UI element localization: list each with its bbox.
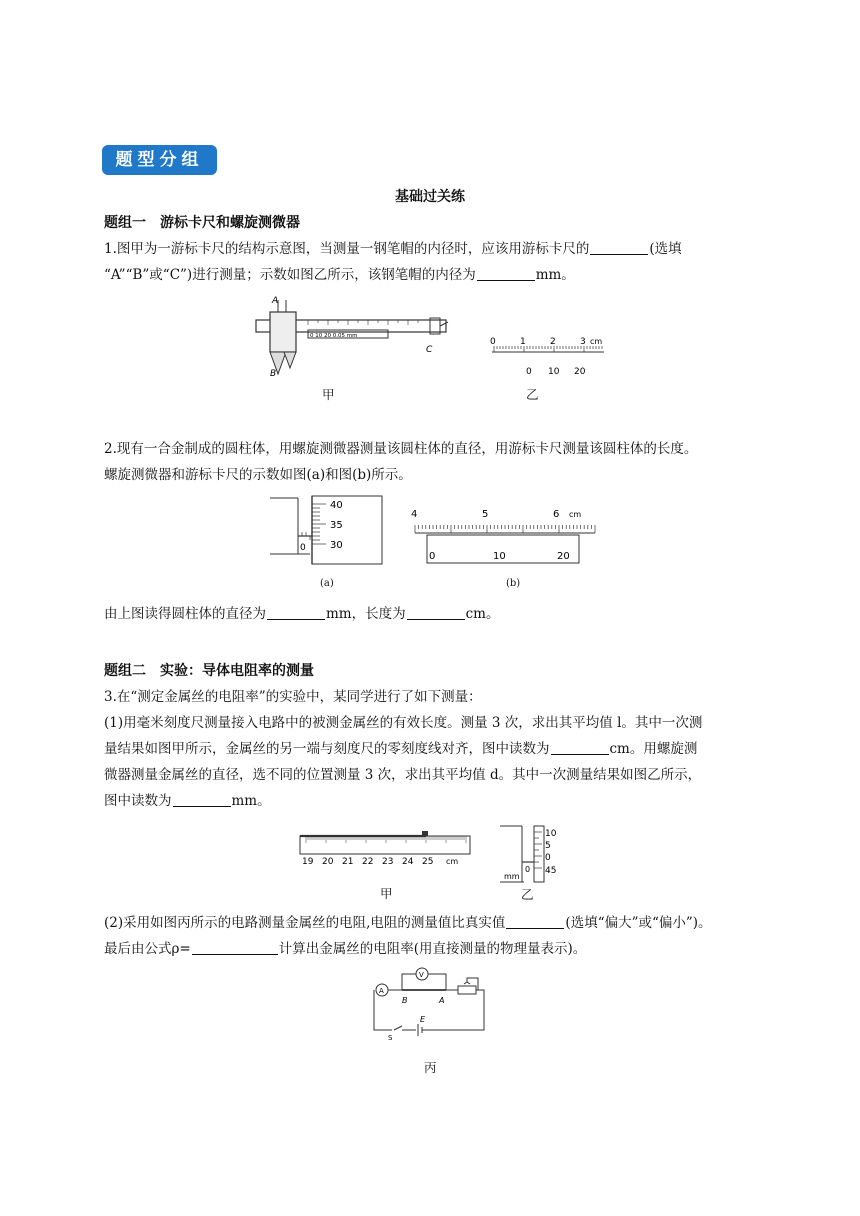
fig-jia-caption: 甲 bbox=[322, 387, 335, 402]
section-badge: 题型分组 bbox=[102, 145, 217, 175]
ruler-22: 22 bbox=[362, 857, 374, 867]
yi-main-0: 0 bbox=[490, 337, 496, 347]
mic-yi-10: 10 bbox=[545, 829, 557, 839]
q2-answer bbox=[104, 601, 764, 627]
q1-blank-1 bbox=[590, 240, 648, 255]
yi-vernier-20: 20 bbox=[574, 367, 586, 377]
q3-p2-b: (选填“偏大”或“偏小”)。 bbox=[565, 915, 712, 931]
fig-b-caption: (b) bbox=[506, 578, 521, 589]
q1-text-c: “A”“B”或“C”)进行测量；示数如图乙所示，该钢笔帽的内径为 bbox=[104, 267, 476, 283]
q2-ans-c: cm。 bbox=[465, 606, 500, 622]
q2-ans-b: mm，长度为 bbox=[326, 606, 406, 622]
q3-p1-b: 量结果如图甲所示，金属丝的另一端与刻度尺的零刻度线对齐，图中读数为 bbox=[104, 741, 550, 757]
fig3-jia-caption: 甲 bbox=[380, 886, 393, 901]
q1-blank-2 bbox=[477, 266, 535, 281]
ruler-24: 24 bbox=[402, 857, 414, 867]
vernier-figure-yi bbox=[488, 332, 608, 378]
mic-yi-0: 0 bbox=[545, 853, 551, 863]
circuit-voltmeter: V bbox=[419, 971, 424, 979]
mic-yi-5: 5 bbox=[545, 841, 551, 851]
fig-yi-caption: 乙 bbox=[526, 387, 539, 402]
b-main-6: 6 bbox=[553, 509, 560, 520]
b-vernier-10: 10 bbox=[493, 551, 506, 562]
q3-p1-f: mm。 bbox=[231, 793, 271, 809]
fig-a-caption: (a) bbox=[320, 578, 334, 589]
micrometer-figure-yi bbox=[500, 824, 570, 888]
mic-yi-unit: mm bbox=[504, 872, 520, 881]
mic-a-35: 35 bbox=[330, 520, 343, 531]
ruler-20: 20 bbox=[322, 857, 334, 867]
q3-p1-c: cm。用螺旋测 bbox=[609, 741, 698, 757]
q3-p2-c: 最后由公式ρ= bbox=[104, 941, 191, 957]
caliper-label-b: B bbox=[270, 369, 277, 379]
q2-blank-1 bbox=[267, 605, 325, 620]
q3-p2-d: 计算出金属丝的电阻率(用直接测量的物理量表示)。 bbox=[278, 941, 587, 957]
yi-vernier-10: 10 bbox=[548, 367, 560, 377]
q3-intro: 3.在“测定金属丝的电阻率”的实验中，某同学进行了如下测量： bbox=[104, 689, 482, 705]
ruler-unit: cm bbox=[446, 857, 459, 866]
mic-yi-45: 45 bbox=[545, 866, 557, 876]
q3-p1-d: 微器测量金属丝的直径，选不同的位置测量 3 次，求出其平均值 d。其中一次测量结果如图乙所示， bbox=[104, 767, 702, 783]
circuit-ammeter: A bbox=[379, 987, 384, 995]
b-main-unit: cm bbox=[569, 510, 582, 519]
ruler-23: 23 bbox=[382, 857, 394, 867]
circuit-figure-bing bbox=[368, 966, 492, 1042]
q1-text-b: (选填 bbox=[649, 241, 682, 257]
q2-blank-2 bbox=[407, 605, 465, 620]
q3-p2-a: (2)采用如图丙所示的电路测量金属丝的电阻,电阻的测量值比真实值 bbox=[104, 915, 506, 931]
q1-text bbox=[104, 236, 764, 288]
yi-main-unit: cm bbox=[590, 337, 603, 346]
section-title: 基础过关练 bbox=[395, 189, 465, 205]
q2-text-b: 螺旋测微器和游标卡尺的示数如图(a)和图(b)所示。 bbox=[104, 467, 412, 483]
q2-text bbox=[104, 436, 764, 488]
group1-heading: 题组一 游标卡尺和螺旋测微器 bbox=[104, 215, 300, 231]
q1-text-a: 1.图甲为一游标卡尺的结构示意图，当测量一钢笔帽的内径时，应该用游标卡尺的 bbox=[104, 241, 590, 257]
q3-text bbox=[104, 684, 764, 814]
yi-vernier-0: 0 bbox=[526, 367, 532, 377]
caliper-scale-note: 0 10 20 0.05 mm bbox=[310, 333, 358, 339]
yi-main-1: 1 bbox=[520, 337, 526, 347]
caliper-figure-jia bbox=[248, 294, 453, 380]
mic-a-30: 30 bbox=[330, 540, 343, 551]
q2-ans-a: 由上图读得圆柱体的直径为 bbox=[104, 606, 266, 622]
circuit-label-a: A bbox=[439, 996, 445, 1005]
micrometer-figure-a bbox=[270, 492, 385, 570]
yi-main-3: 3 bbox=[580, 337, 586, 347]
circuit-label-s: S bbox=[388, 1034, 393, 1042]
mic-a-0: 0 bbox=[300, 543, 306, 553]
ruler-figure-jia bbox=[298, 830, 478, 868]
q1-text-d: mm。 bbox=[535, 267, 575, 283]
b-vernier-20: 20 bbox=[557, 551, 570, 562]
circuit-label-e: E bbox=[420, 1015, 426, 1024]
q3-blank-4 bbox=[192, 940, 278, 955]
q3-blank-3 bbox=[506, 914, 564, 929]
q3-blank-1 bbox=[551, 740, 609, 755]
mic-a-40: 40 bbox=[330, 500, 343, 511]
fig3-yi-caption: 乙 bbox=[521, 887, 534, 902]
ruler-19: 19 bbox=[302, 857, 314, 867]
b-vernier-0: 0 bbox=[429, 551, 436, 562]
fig-bing-caption: 丙 bbox=[424, 1060, 437, 1075]
b-main-4: 4 bbox=[411, 509, 418, 520]
caliper-label-c: C bbox=[426, 345, 433, 355]
ruler-25: 25 bbox=[422, 857, 434, 867]
q3-blank-2 bbox=[173, 792, 231, 807]
q3-p1-a: (1)用毫米刻度尺测量接入电路中的被测金属丝的有效长度。测量 3 次，求出其平均值 l。其中一次测 bbox=[104, 715, 703, 731]
ruler-21: 21 bbox=[342, 857, 354, 867]
mic-yi-sleeve-0: 0 bbox=[525, 865, 531, 874]
group2-heading: 题组二 实验：导体电阻率的测量 bbox=[104, 663, 314, 679]
b-main-5: 5 bbox=[482, 509, 489, 520]
q3-p2 bbox=[104, 910, 764, 962]
circuit-label-b: B bbox=[402, 996, 408, 1005]
yi-main-2: 2 bbox=[550, 337, 556, 347]
caliper-figure-b bbox=[405, 505, 600, 567]
caliper-label-a: A bbox=[272, 296, 279, 306]
q3-p1-e: 图中读数为 bbox=[104, 793, 172, 809]
q2-text-a: 2.现有一合金制成的圆柱体，用螺旋测微器测量该圆柱体的直径，用游标卡尺测量该圆柱体的长度。 bbox=[104, 441, 698, 457]
